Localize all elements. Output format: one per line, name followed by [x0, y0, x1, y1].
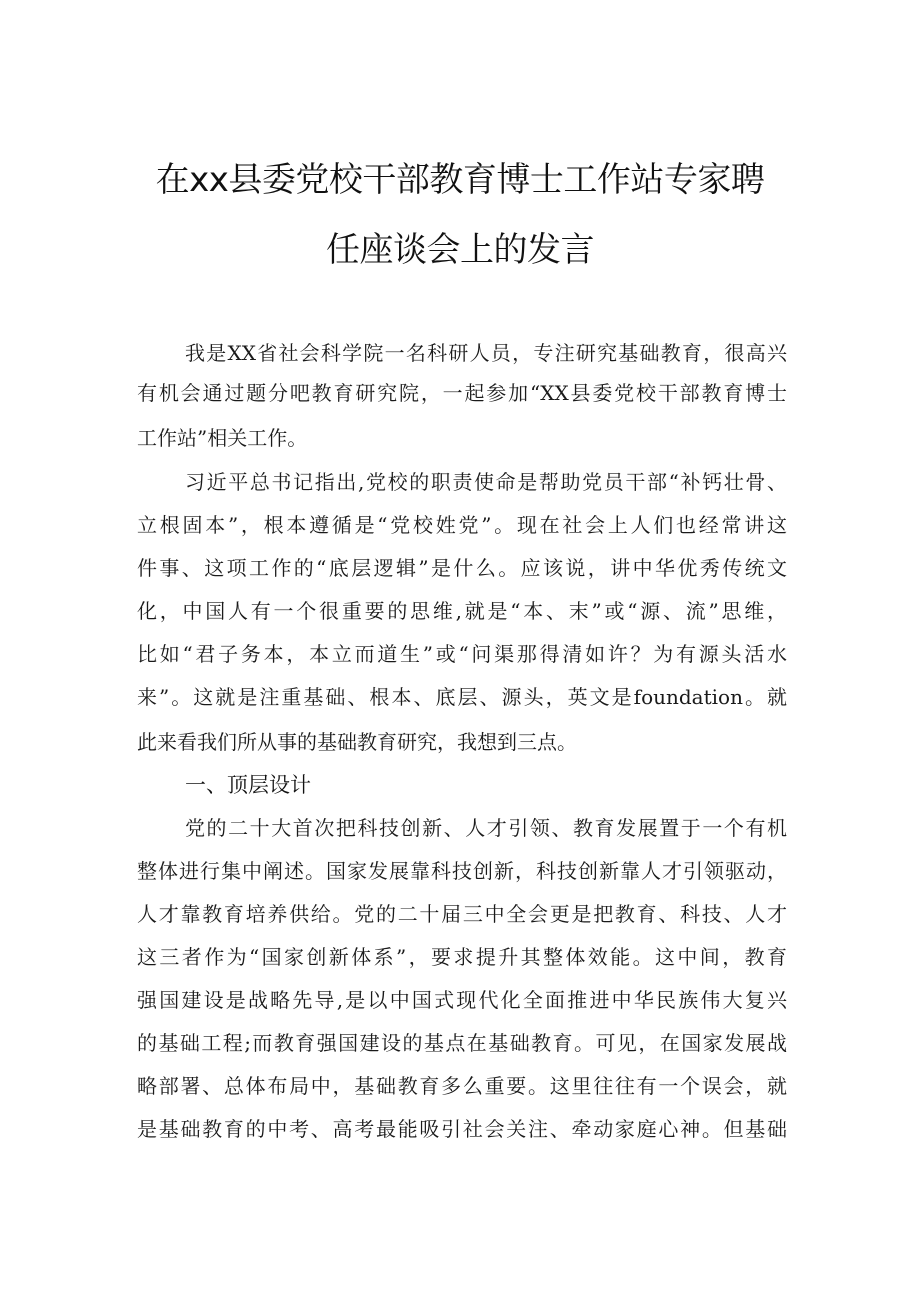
paragraph-3-line-2: 整体进行集中阐述。国家发展靠科技创新，科技创新靠人才引领驱动， — [137, 859, 787, 883]
paragraph-1-line-1: 我是XX省社会科学院一名科研人员，专注研究基础教育，很高兴 — [185, 341, 787, 365]
paragraph-2-line-2: 立根固本”，根本遵循是“党校姓党”。现在社会上人们也经常讲这 — [137, 513, 787, 537]
paragraph-1-line-2: 有机会通过题分吧教育研究院，一起参加“XX县委党校干部教育博士 — [137, 381, 787, 405]
paragraph-2-line-7: 此来看我们所从事的基础教育研究，我想到三点。 — [137, 730, 577, 754]
paragraph-3-line-5: 强国建设是战略先导,是以中国式现代化全面推进中华民族伟大复兴 — [137, 988, 787, 1012]
document-title-line-1: 在xx县委党校干部教育博士工作站专家聘 — [155, 160, 765, 200]
document-title-line-2: 任座谈会上的发言 — [326, 230, 594, 270]
paragraph-2-line-5: 比如“君子务本，本立而道生”或“问渠那得清如许？为有源头活水 — [137, 642, 787, 666]
paragraph-3-line-8: 是基础教育的中考、高考最能吸引社会关注、牵动家庭心神。但基础 — [137, 1117, 787, 1141]
paragraph-3-line-7: 略部署、总体布局中，基础教育多么重要。这里往往有一个误会，就 — [137, 1074, 787, 1098]
paragraph-3-line-1: 党的二十大首次把科技创新、人才引领、教育发展置于一个有机 — [185, 816, 787, 840]
paragraph-3-line-6: 的基础工程;而教育强国建设的基点在基础教育。可见，在国家发展战 — [137, 1031, 787, 1055]
paragraph-2-line-1: 习近平总书记指出,党校的职责使命是帮助党员干部“补钙壮骨、 — [185, 470, 787, 494]
paragraph-3-line-3: 人才靠教育培养供给。党的二十届三中全会更是把教育、科技、人才 — [137, 902, 787, 926]
paragraph-1-line-3: 工作站”相关工作。 — [137, 426, 308, 450]
paragraph-2-line-6: 来”。这就是注重基础、根本、底层、源头，英文是foundation。就 — [137, 685, 787, 709]
paragraph-3-line-4: 这三者作为“国家创新体系”，要求提升其整体效能。这中间，教育 — [137, 945, 787, 969]
paragraph-2-line-4: 化，中国人有一个很重要的思维,就是“本、末”或“源、流”思维， — [137, 599, 787, 623]
section-heading: 一、顶层设计 — [185, 773, 311, 797]
paragraph-2-line-3: 件事、这项工作的“底层逻辑”是什么。应该说，讲中华优秀传统文 — [137, 556, 787, 580]
